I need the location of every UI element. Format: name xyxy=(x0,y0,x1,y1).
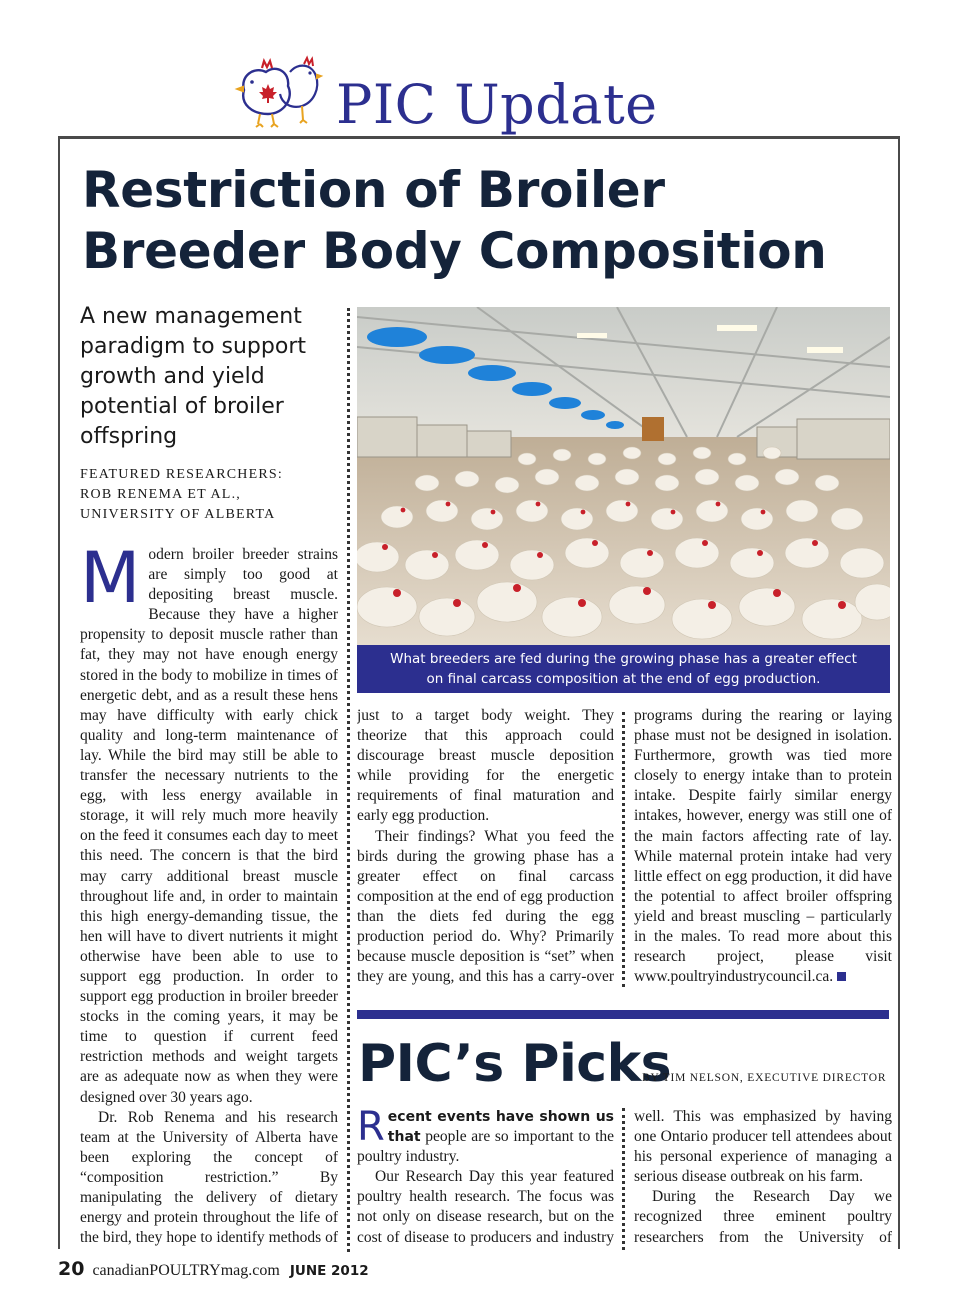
article-paragraph xyxy=(634,706,892,987)
researchers-label: FEATURED RESEARCHERS: xyxy=(80,467,283,482)
article-paragraph: Their findings? What you feed the birds during the growing phase has a greater effect on final carcass composition at the end of egg production than the diets fed during the egg production period do. Why? Primarily because muscle deposition is “set” when they are young, and this has a carry-over xyxy=(357,827,614,986)
frame-right-rule xyxy=(898,139,900,1249)
article-column-2 xyxy=(357,706,614,988)
column-separator xyxy=(622,712,625,987)
lead-in-text: ecent events have shown us that xyxy=(387,1109,614,1146)
picks-byline: BY TIM NELSON, EXECUTIVE DIRECTOR xyxy=(642,1072,887,1084)
photo-caption xyxy=(357,645,890,693)
article-subtitle: A new management paradigm to support growth and yield potential of broiler offspring xyxy=(80,304,306,449)
chickens-maple-leaf-logo-icon xyxy=(232,54,332,134)
drop-cap: R xyxy=(357,1107,385,1150)
picks-column-2 xyxy=(634,1107,892,1250)
frame-left-rule xyxy=(58,139,60,1249)
article-paragraph: Dr. Rob Renema and his research team at the University of Alberta have been exploring the concept of “composition restriction.” By manipulating the delivery of dietary energy and protein throughout the life of the bird, they hope to identify methods of xyxy=(80,1108,338,1247)
article-paragraph: just to a target body weight. They theorize that this approach could discourage breast muscle deposition while providing for the energetic requirements of final maturation and early egg production. xyxy=(357,707,614,825)
article-paragraph xyxy=(357,1107,614,1167)
picks-title: PIC’s Picks xyxy=(358,1034,672,1094)
article-column-1 xyxy=(80,545,338,1250)
end-of-article-mark-icon xyxy=(837,972,846,981)
header-rule xyxy=(58,136,900,139)
article-paragraph: Our Research Day this year featured poultry health research. The focus was not only on disease research, but on the cost of disease to producers and industry xyxy=(357,1168,614,1246)
picks-column-1 xyxy=(357,1107,614,1250)
issue-date: JUNE 2012 xyxy=(289,1263,369,1279)
featured-researchers xyxy=(80,465,340,525)
article-title: Restriction of Broiler Breeder Body Composition xyxy=(82,161,827,280)
paragraph-text: odern broiler breeder strains are simply too good at depositing breast muscle. Because they have a higher propensity to deposit muscle rather than fat, they may not have enough energy stored in the body to mobilize in times of energetic debt, and as a result these hens may have difficulty with early chick quality and long-term maintenance of lay. While the bird may still be able to transfer the necessary nutrients to the egg, with less energy available in storage, it will rely much more heavily on the feed it consumes each day to meet this need. The concern is that the bird may carry additional breast muscle throughout life and, in order to maintain this high energy-demanding tissue, the hen will have to divert nutrients it might otherwise have been able to use to support egg production. In order to support egg production in broiler breeder stocks in the coming years, it may be time to question if current feed restriction methods and weight targets are as adequate now as when they were designed over 30 years ago. xyxy=(80,546,338,1106)
paragraph-text: people are so important to the poultry industry. xyxy=(357,1128,614,1166)
paragraph-text: programs during the rearing or laying phase must not be designed in isolation. Furthermore, growth was tied more closely to energy intake than to protein intake. Despite fairly similar energy intakes, however, energy was still one of the main factors affecting rate of lay. While maternal protein intake had very little effect on egg production, it did have the potential to affect broiler offspring yield and breast muscling – particularly in the males. To read more about this research project, please visit www.poultryindustrycouncil.ca. xyxy=(634,707,892,986)
researchers-affiliation: UNIVERSITY OF ALBERTA xyxy=(80,507,276,522)
drop-cap: M xyxy=(80,545,141,619)
column-separator xyxy=(347,308,350,1252)
article-paragraph: well. This was emphasized by having one Ontario producer tell attendees about his personal experience of managing a serious disease outbreak on his farm. xyxy=(634,1108,892,1186)
article-paragraph xyxy=(80,545,338,1108)
article-paragraph: During the Research Day we recognized three eminent poultry researchers from the University of xyxy=(634,1188,892,1246)
page-footer xyxy=(58,1258,369,1280)
picks-section-bar xyxy=(357,1010,889,1019)
photo-caption-text: What breeders are fed during the growing phase has a greater effect on final carcass composition at the end of egg production. xyxy=(390,651,857,687)
section-title: PIC Update xyxy=(336,73,658,136)
column-separator xyxy=(622,1108,625,1250)
magazine-url: canadianPOULTRYmag.com xyxy=(92,1262,280,1279)
article-column-3 xyxy=(634,706,892,988)
researchers-name: ROB RENEMA ET AL., xyxy=(80,487,241,502)
page-number: 20 xyxy=(58,1258,85,1280)
barn-hens-photo xyxy=(357,307,890,645)
